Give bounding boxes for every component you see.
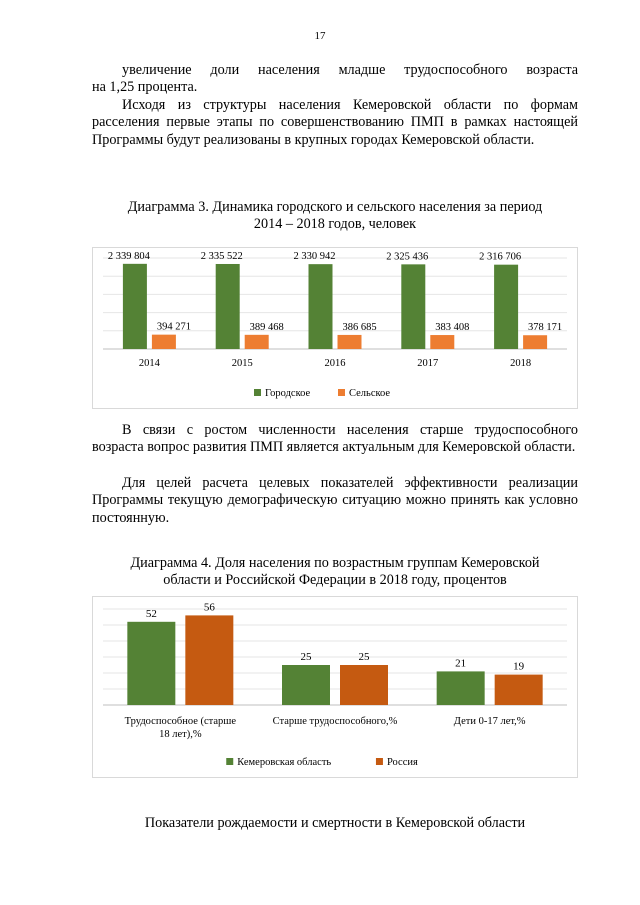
page-number: 17 [314, 30, 326, 42]
data-label: 2 316 706 [479, 251, 522, 263]
paragraph-1-line-2: на 1,25 процента. [92, 79, 198, 96]
paragraph-3: В связи с ростом численности населения старше трудоспособного возраста вопрос развития ПМП является актуальным для Кемеровской области. [92, 422, 578, 456]
chart3-svg [93, 248, 577, 408]
chart4-box [92, 596, 578, 778]
tick-label: 2017 [417, 358, 439, 369]
tick-label: 2014 [138, 358, 160, 369]
bar-Кемеровская область [127, 622, 175, 705]
chart4-caption-line-1: Диаграмма 4. Доля населения по возрастным группам Кемеровской [130, 555, 540, 571]
legend-label: Городское [265, 388, 311, 399]
bar-Кемеровская область [437, 671, 485, 705]
legend-swatch [226, 758, 233, 765]
bar-Городское [216, 264, 240, 349]
paragraph-1 [92, 62, 578, 97]
data-label: 389 468 [249, 321, 284, 333]
legend-swatch [376, 758, 383, 765]
legend-label: Сельское [349, 388, 391, 399]
data-label: 52 [145, 607, 157, 620]
chart4-caption [92, 555, 578, 590]
data-label: 378 171 [528, 322, 563, 334]
legend-label: Кемеровская область [237, 757, 332, 768]
legend-swatch [254, 389, 261, 396]
bar-Городское [309, 264, 333, 349]
tick-label: Трудоспособное (старше [124, 716, 237, 727]
bar-Сельское [430, 335, 454, 349]
bar-Сельское [152, 335, 176, 349]
tick-label: Дети 0-17 лет,% [453, 716, 526, 727]
data-label: 2 330 942 [293, 251, 336, 263]
bar-Сельское [338, 335, 362, 349]
data-label: 25 [358, 651, 370, 663]
tick-label: 2015 [231, 358, 253, 369]
chart3-box [92, 247, 578, 409]
bar-Сельское [523, 335, 547, 349]
chart3-caption [92, 199, 578, 234]
bar-Кемеровская область [282, 665, 330, 705]
section-heading: Показатели рождаемости и смертности в Кемеровской области [144, 815, 526, 831]
bar-Городское [401, 264, 425, 349]
bar-Городское [494, 265, 518, 349]
tick-label: 2016 [324, 358, 346, 369]
bar-Россия [495, 675, 543, 705]
data-label: 2 335 522 [200, 250, 243, 262]
data-label: 25 [300, 651, 312, 663]
tick-label: Старше трудоспособного,% [272, 716, 398, 727]
bar-Городское [123, 264, 147, 349]
chart4-svg [93, 597, 577, 777]
paragraph-1-line-1: увеличение доли населения младше трудоспособного возраста [122, 62, 578, 78]
data-label: 21 [455, 657, 467, 670]
paragraph-4: Для целей расчета целевых показателей эффективности реализации Программы текущую демографическую ситуацию можно принять как условно постоянную. [92, 475, 578, 526]
bar-Россия [185, 615, 233, 705]
data-label: 383 408 [435, 322, 470, 334]
data-label: 394 271 [156, 321, 191, 333]
paragraph-2: Исходя из структуры населения Кемеровской области по формам расселения первые этапы по совершенствованию ПМП в рамках настоящей Программы будут реализованы в крупных городах Кемеровской области. [92, 97, 578, 148]
data-label: 386 685 [342, 321, 377, 333]
data-label: 56 [203, 601, 215, 614]
bar-Россия [340, 665, 388, 705]
data-label: 2 325 436 [386, 251, 429, 263]
chart3-caption-line-1: Диаграмма 3. Динамика городского и сельского населения за период [127, 199, 543, 215]
data-label: 19 [513, 660, 525, 673]
tick-label: 18 лет),% [159, 729, 202, 740]
bar-Сельское [245, 335, 269, 349]
legend-label: Россия [386, 757, 418, 768]
chart4-caption-line-2: области и Российской Федерации в 2018 году, процентов [163, 572, 507, 589]
data-label: 2 339 804 [107, 250, 150, 262]
tick-label: 2018 [510, 358, 532, 369]
legend-swatch [338, 389, 345, 396]
chart3-caption-line-2: 2014 – 2018 годов, человек [253, 216, 417, 233]
